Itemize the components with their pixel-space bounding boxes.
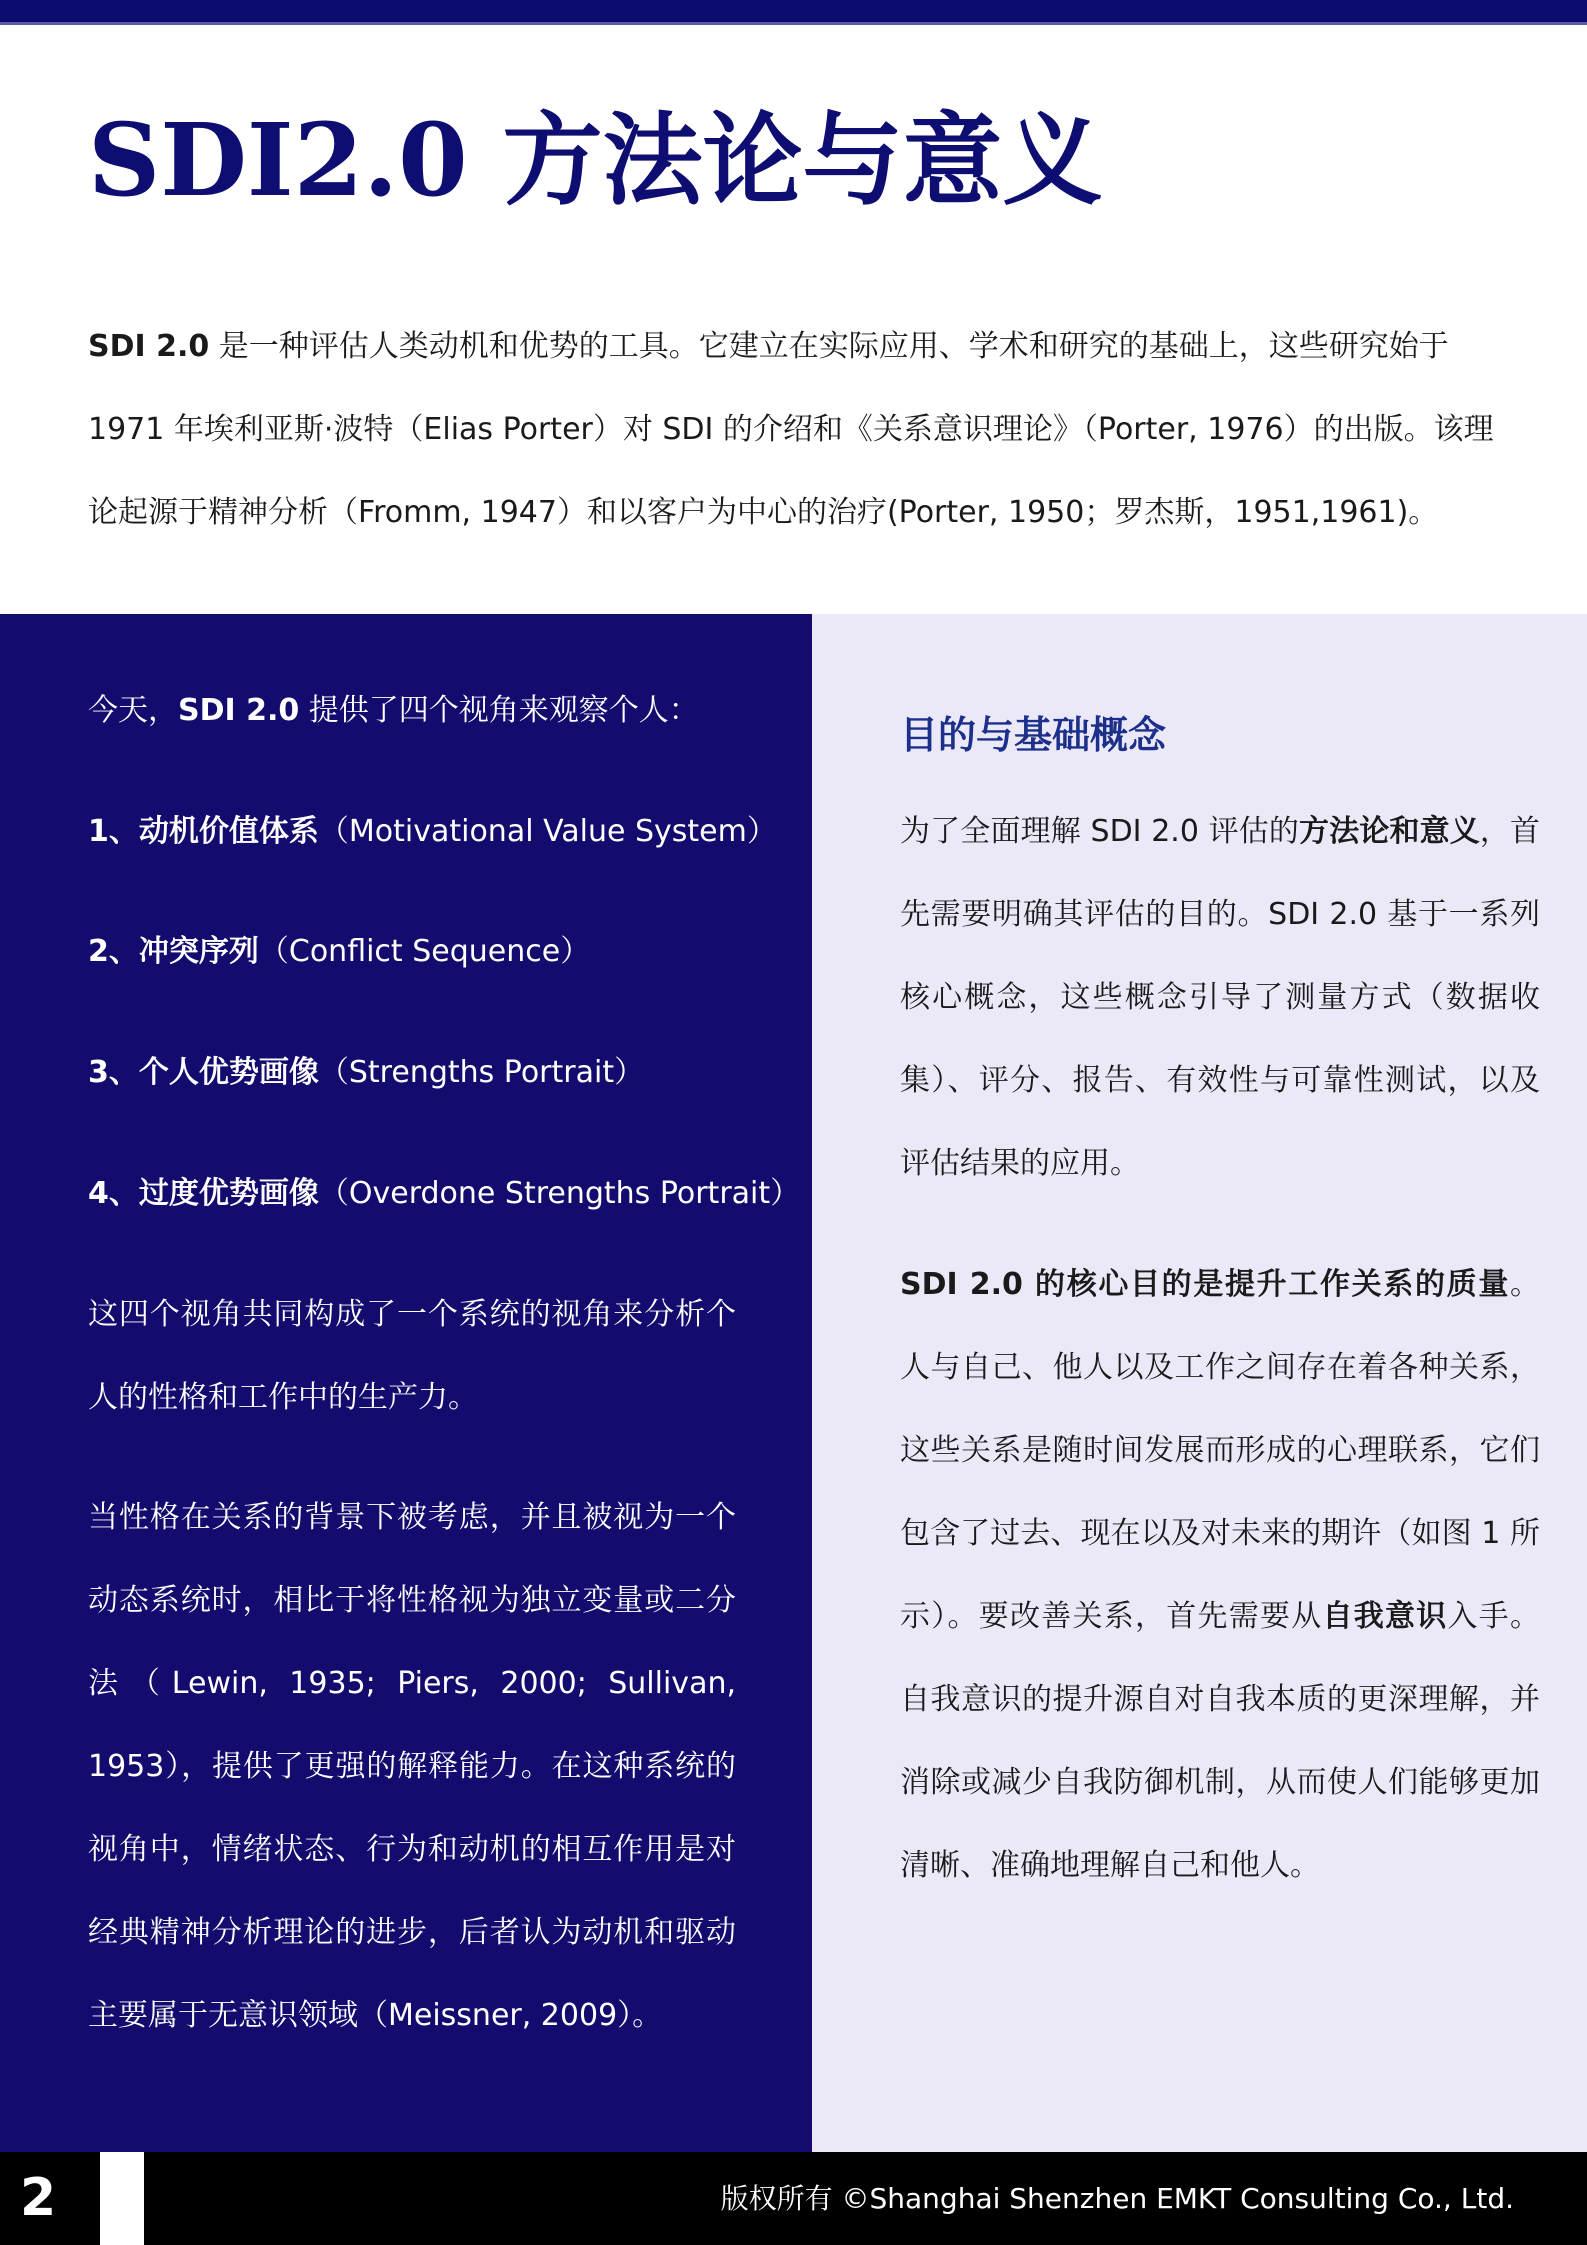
perspective-item-4 [88,1152,801,1235]
perspectives-intro [88,669,736,752]
core-purpose-conclusion: 入手。自我意识的提升源自对自我本质的更深理解，并消除或减少自我防御机制，从而使人们能够更加清晰、准确地理解自己和他人。 [900,1599,1540,1883]
perspectives-intro-sdi: SDI 2.0 [178,693,300,728]
core-purpose-emphasis: SDI 2.0 的核心目的是提升工作关系的质量 [900,1267,1510,1302]
perspective-item-3-english: （Strengths Portrait） [318,1055,645,1090]
right-panel [812,614,1587,2152]
purpose-paragraph [900,790,1540,1205]
intro-paragraph [88,305,1508,554]
section-heading: 目的与基础概念 [900,713,1167,757]
perspective-item-1-english: （Motivational Value System） [318,814,777,849]
perspective-item-2-english: （Conflict Sequence） [258,934,591,969]
left-panel [0,614,812,2152]
perspectives-summary: 这四个视角共同构成了一个系统的视角来分析个人的性格和工作中的生产力。 [88,1297,736,1415]
intro-text: 是一种评估人类动机和优势的工具。它建立在实际应用、学术和研究的基础上，这些研究始于 1971 年埃利亚斯·波特（Elias Porter）对 SDI 的介绍和《关系意识理论》（Porter, 1976）的出版。该理论起源于精神分析（Fromm, 1947）和以客户为中心的治疗(Porter, 1950；罗杰斯，1951,1961)。 [88,329,1494,530]
top-accent-bar [0,0,1587,22]
dynamic-system-paragraph: 当性格在关系的背景下被考虑，并且被视为一个动态系统时，相比于将性格视为独立变量或二分法（Lewin, 1935; Piers, 2000; Sullivan, 1953），提供了更强的解释能力。在这种系统的视角中，情绪状态、行为和动机的相互作用是对经典精神分析理论的进步，后者认为动机和驱动主要属于无意识领域（Meissner, 2009）。 [88,1500,736,2033]
purpose-paragraph-pre: 为了全面理解 SDI 2.0 评估的 [900,814,1300,849]
perspective-item-2-title: 2、冲突序列 [88,934,259,969]
perspective-item-2 [88,910,736,993]
intro-lead: SDI 2.0 [88,329,210,364]
page-title: SDI2.0 方法论与意义 [88,101,1103,219]
page-number: 2 [20,2168,57,2228]
self-awareness-emphasis: 自我意识 [1322,1599,1448,1634]
perspectives-intro-pre: 今天， [88,693,178,728]
perspective-item-3-title: 3、个人优势画像 [88,1055,319,1090]
footer-divider-block [100,2152,144,2245]
core-purpose-paragraph [900,1243,1540,1907]
top-accent-line [0,22,1587,25]
perspective-item-1 [88,790,777,873]
perspective-item-4-english: （Overdone Strengths Portrait） [318,1176,801,1211]
core-purpose-text: 。人与自己、他人以及工作之间存在着各种关系，这些关系是随时间发展而形成的心理联系，它们包含了过去、现在以及对未来的期许（如图 1 所示）。要改善关系，首先需要从 [900,1267,1540,1634]
purpose-paragraph-post: ，首先需要明确其评估的目的。SDI 2.0 基于一系列核心概念，这些概念引导了测量方式（数据收集）、评分、报告、有效性与可靠性测试，以及评估结果的应用。 [900,814,1541,1181]
page-footer [0,2152,1587,2245]
perspective-item-4-title: 4、过度优势画像 [88,1176,319,1211]
copyright-notice: 版权所有 ©Shanghai Shenzhen EMKT Consulting Co., Ltd. [720,2182,1514,2215]
perspective-item-1-title: 1、动机价值体系 [88,814,319,849]
perspective-item-3 [88,1031,736,1114]
perspectives-intro-post: 提供了四个视角来观察个人： [299,693,699,728]
purpose-paragraph-emphasis: 方法论和意义 [1299,814,1480,849]
